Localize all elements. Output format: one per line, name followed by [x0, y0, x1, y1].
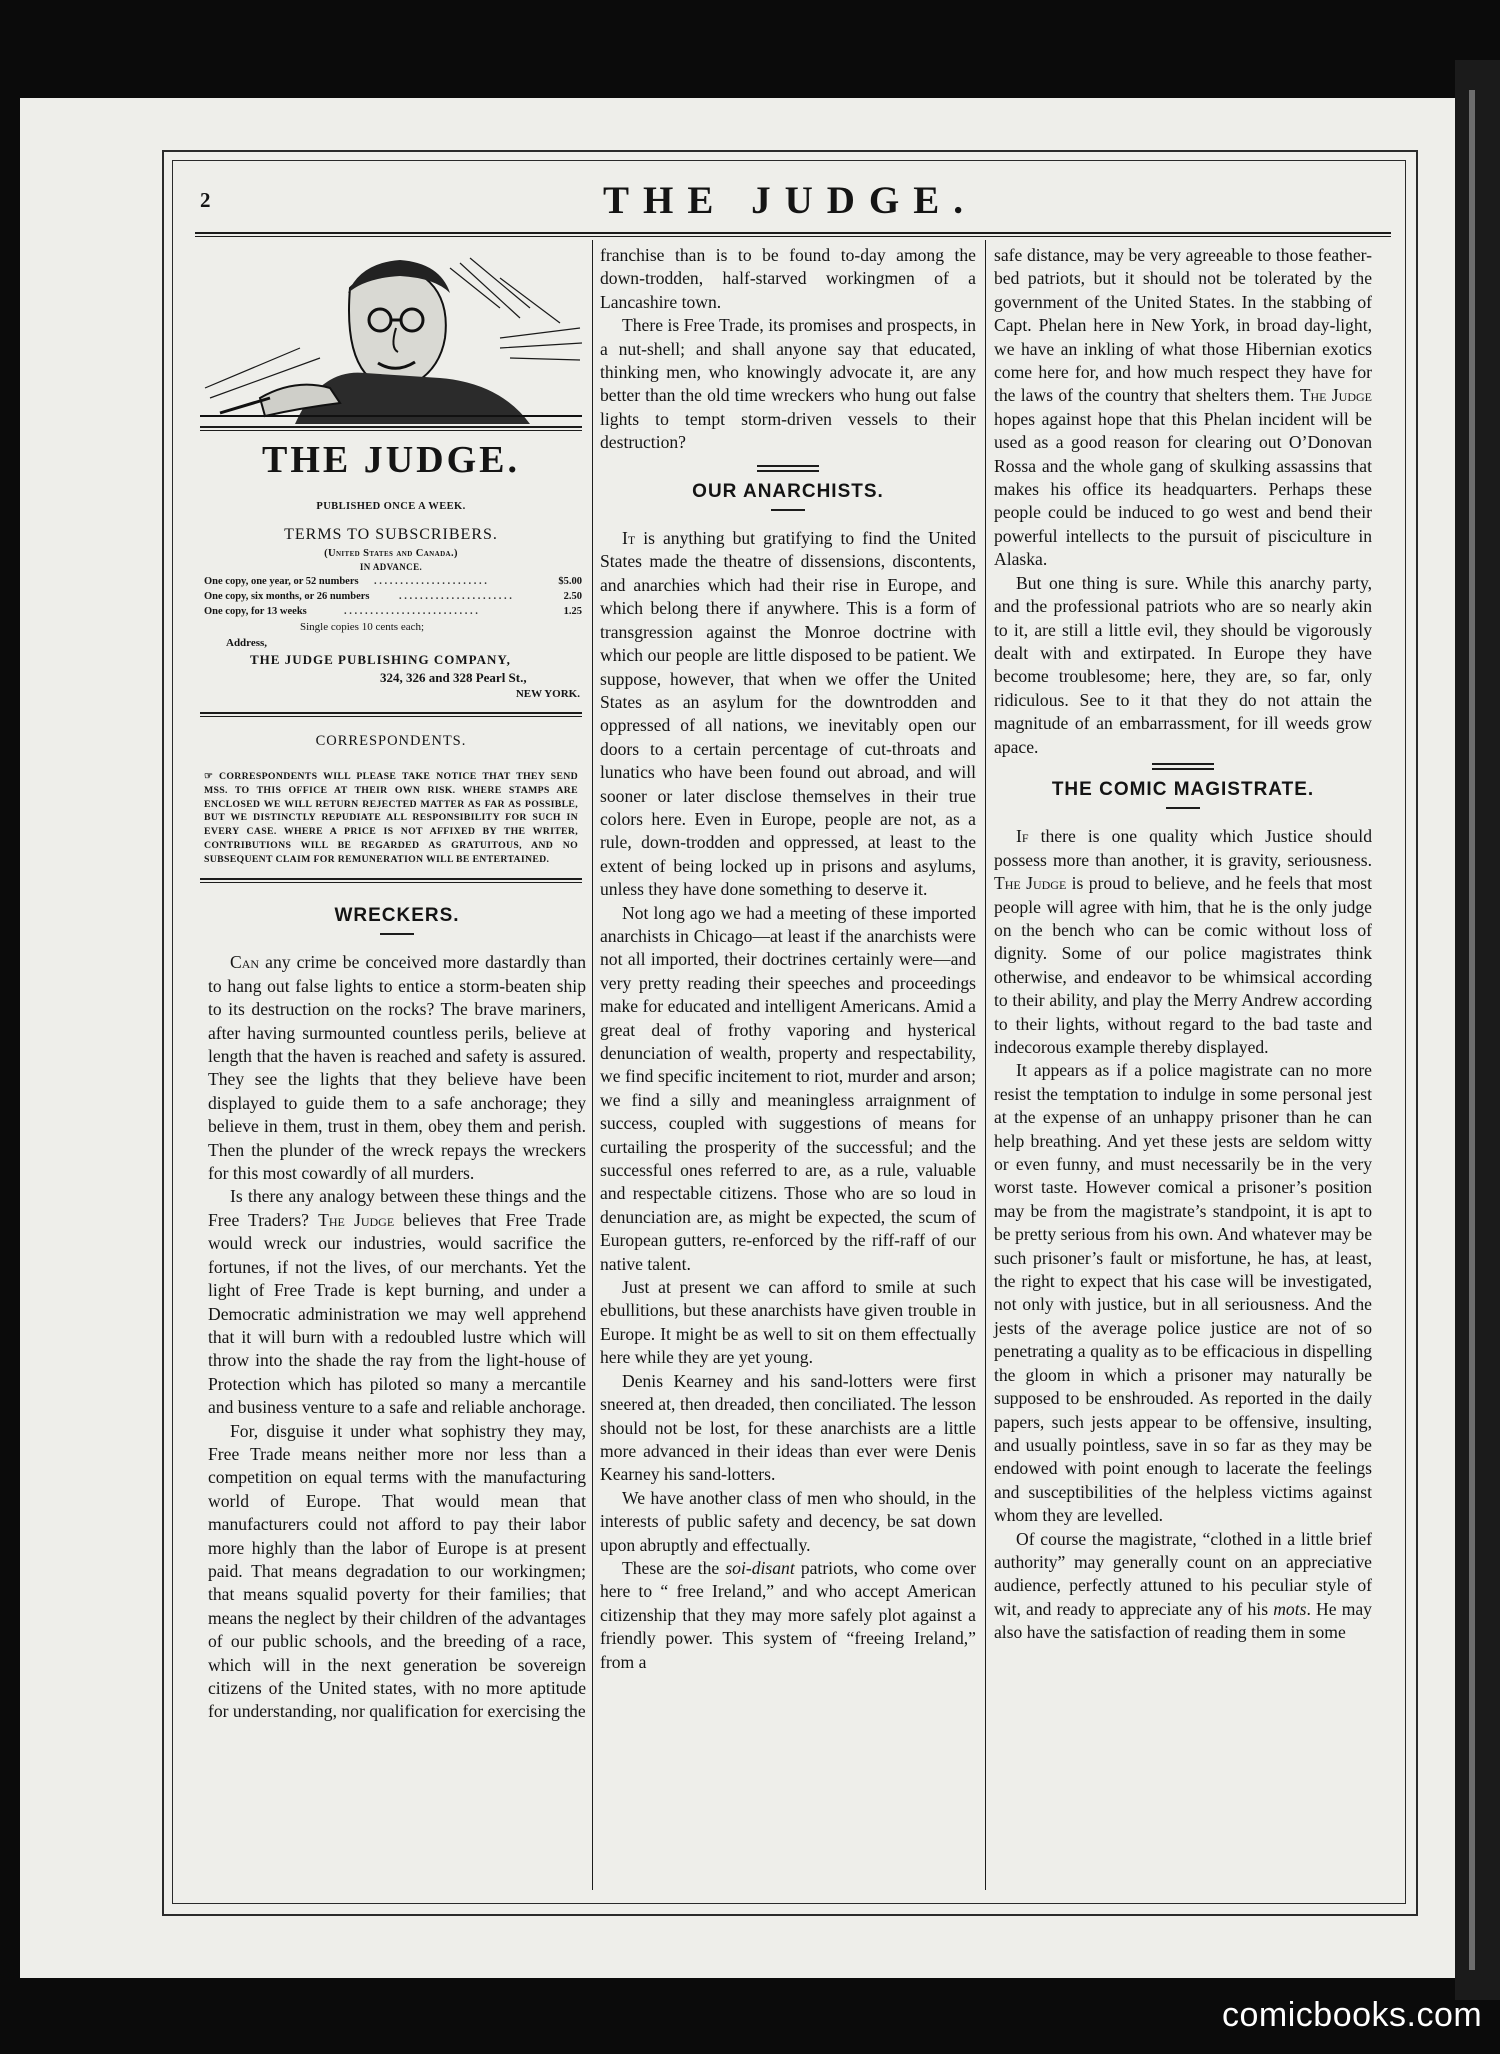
- anarchists-continuation: safe distance, may be very agreeable to those feather-bed patriots, but it should not be tolerated by the government of the United States. In the stabbing of Capt. Phelan here in New York, in broad day-light, we have an inkling of what those Hibernian exotics come here for, and how much respect they have for the laws of the country that shelters them. The Judge hopes against hope that this Phelan incident will be used as a good reason for clearing out O’Donovan Rossa and the whole gang of skulking assassins that makes his office its headquarters. Perhaps these people could be induced to go west and bend their powerful intellects to the pursuit of pisciculture in Alaska.: [994, 245, 1372, 570]
- terms-heading: TERMS TO SUBSCRIBERS.: [284, 526, 498, 543]
- address-label: Address,: [226, 637, 268, 649]
- wreckers-heading: WRECKERS.: [334, 905, 460, 926]
- rate-label: One copy, for 13 weeks: [204, 606, 307, 617]
- publisher-city: NEW YORK.: [515, 688, 580, 700]
- cartoon-base-rule-thin: [200, 430, 582, 431]
- masthead-title: THE JUDGE.: [602, 179, 978, 222]
- column-divider-1: [592, 240, 593, 1890]
- article-separator: [1152, 763, 1214, 770]
- wreckers-article: [208, 898, 586, 1724]
- heading-rule: [771, 509, 805, 511]
- cartoon-base-rule: [200, 426, 582, 428]
- anarchists-paragraph: Just at present we can afford to smile at such ebullitions, but these anarchists have given trouble in Europe. It might be as well to sit on them effectually here while they are yet young.: [600, 1277, 976, 1368]
- anarchists-paragraph: We have another class of men who should, in the interests of public safety and decency, be sat down upon abruptly and effectually.: [600, 1487, 976, 1555]
- heading-rule: [380, 933, 414, 935]
- magistrate-paragraph: If there is one quality which Justice should possess more than another, it is gravity, seriousness. The Judge is proud to believe, and he feels that most people will agree with him, that he is the only judge on the bench who can be comic without loss of dignity. Some of our police magistrates think otherwise, and endeavor to be whimsical according to their ability, and play the Merry Andrew according to their lights, without regard to the bad taste and indecorous example thereby displayed.: [994, 826, 1372, 1057]
- book-spine: [1455, 60, 1500, 2000]
- anarchists-paragraph: Denis Kearney and his sand-lotters were first sneered at, then dreaded, then conciliated. The lesson should not be lost, for these anarchists are a little more advanced in their ideas than ever were Denis Kearney his sand-lotters.: [600, 1370, 976, 1485]
- magistrate-paragraph: It appears as if a police magistrate can no more resist the temptation to indulge in some personal jest at the expense of an unhappy prisoner than he can help breathing. And yet these jests are seldom witty or even funny, and must necessarily be in the very worst taste. However comical a prisoner’s position may be from the magistrate’s standpoint, it is apt to be pretty serious from his own. And whatever may be such prisoner’s fault or misfortune, he has, at least, the right to expect that his case will be investigated, not only with justice, but in all seriousness. And the jests of the average police justice are not of so penetrating a quality as to be efficacious in dispelling the gloom in which a prisoner may naturally be supposed to be enshrouded. As reported in the daily papers, such jests appear to be offensive, insulting, and usually pointless, save in so far as they may be endowed with point enough to lacerate the feelings and susceptibilities of the helpless victims against whom they are levelled.: [994, 1060, 1372, 1526]
- terms-region: (United States and Canada.): [324, 548, 458, 559]
- info-box-title: THE JUDGE.: [261, 439, 521, 481]
- rate-price: $5.00: [558, 576, 582, 587]
- rate-leader: . . . . . . . . . . . . . . . . . . . . . .: [374, 576, 487, 587]
- heading-rule: [1166, 807, 1200, 809]
- rate-label: One copy, six months, or 26 numbers: [204, 591, 370, 602]
- magistrate-paragraph: Of course the magistrate, “clothed in a little brief authority” may generally count on an appreciative audience, perfectly attuned to his peculiar style of wit, and ready to appreciate any of his mots. He may also have the satisfaction of reading them in some: [994, 1528, 1372, 1643]
- anarchists-paragraph: Not long ago we had a meeting of these imported anarchists in Chicago—at least if the anarchists were not all imported, their doctrines certainly were—and very pretty reading their speeches and proceedings make for educated and intelligent Americans. Amid a great deal of frothy vaporing and hysterical denunciation of wealth, property and respectability, we find specific incitement to riot, murder and arson; we find a silly and meaningless arraignment of success, coupled with suggestions of means for curtailing the prosperity of the successful; and the successful ones referred to are, as a rule, valuable and respectable citizens. Those who are so loud in denunciation are, as might be expected, the scum of European gutters, re-enforced by the riff-raff of our native talent.: [600, 902, 976, 1274]
- right-column: [994, 244, 1372, 1645]
- rate-leader: . . . . . . . . . . . . . . . . . . . . . .: [399, 591, 512, 602]
- wreckers-paragraph: For, disguise it under what sophistry they may, Free Trade means neither more nor less than a competition on equal terms with the manufacturing world of Europe. That would mean that manufacturers could not afford to pay their labor more highly than the labor of Europe is at present paid. That means degradation to our workingmen; that means squalid poverty for their families; that means the neglect by their children of the advantages of our public schools, and the breeding of a race, which will in the next generation be sovereign citizens of the United states, with no more aptitude for understanding, nor qualification for exercising the: [208, 1420, 586, 1722]
- judge-cartoon-illustration: [200, 248, 582, 424]
- anarchists-heading: OUR ANARCHISTS.: [692, 480, 884, 502]
- publisher-street: 324, 326 and 328 Pearl St.,: [380, 670, 527, 685]
- in-advance-label: IN ADVANCE.: [359, 562, 423, 572]
- correspondents-top-rule-thin: [200, 716, 582, 717]
- published-frequency: PUBLISHED ONCE A WEEK.: [316, 501, 466, 512]
- rate-label: One copy, one year, or 52 numbers: [204, 576, 359, 587]
- rate-price: 1.25: [563, 606, 582, 617]
- header-rule-thin: [195, 236, 1391, 237]
- wreckers-continuation: franchise than is to be found to-day among the down-trodden, half-starved workingmen of a Lancashire town.: [600, 245, 976, 312]
- wreckers-paragraph: Can any crime be conceived more dastardly than to hang out false lights to entice a storm-beaten ship to its destruction on the rocks? The brave mariners, after having surmounted countless perils, believe at length that the haven is reached and safety is assured. They see the lights that they believe have been displayed to guide them to a safe anchorage; they believe in them, trust in them, obey them and perish. Then the plunder of the wreck repays the wreckers for this most cowardly of all murders.: [208, 952, 586, 1184]
- anarchists-paragraph: It is anything but gratifying to find the United States made the theatre of dissensions, discontents, and anarchies which had their rise in Europe, and which belong there if anywhere. This is a form of transgression against the Monroe doctrine with which our people are little disposed to be patient. We suppose, however, that when we offer the United States as an asylum for the downtrodden and oppressed of all nations, we inevitably open our doors to a certain percentage of cut-throats and lunatics who have been found out abroad, and will sooner or later disclose themselves in their true colors here. Even in Europe, people are not, as a rule, down-trodden and oppressed, at least to the extent of being locked up in prisons and asylums, unless they have done something to deserve it.: [600, 528, 976, 900]
- rate-price: 2.50: [563, 591, 582, 602]
- single-copies-note: Single copies 10 cents each;: [300, 621, 425, 633]
- wreckers-paragraph: Is there any analogy between these things and the Free Traders? The Judge believes that Free Trade would wreck our industries, would sacrifice the fortunes, if not the lives, of our merchants. Yet the light of Free Trade is kept burning, and under a Democratic administration we may well apprehend that it will burn with a redoubled lustre which will throw into the shade the ray from the light-house of Protection which has piloted so many a mercantile and business venture to a safe and reliable anchorage.: [208, 1186, 586, 1418]
- column-divider-2: [985, 240, 986, 1890]
- anarchists-paragraph: These are the soi-disant patriots, who come over here to “ free Ireland,” and who accept American citizenship that they may more safely plot against a friendly power. This system of “freeing Ireland,” from a: [600, 1557, 976, 1672]
- correspondents-heading: CORRESPONDENTS.: [315, 733, 467, 749]
- rate-leader: . . . . . . . . . . . . . . . . . . . . . . . . . .: [344, 606, 478, 617]
- magistrate-heading: THE COMIC MAGISTRATE.: [1051, 778, 1315, 800]
- publisher-company: THE JUDGE PUBLISHING COMPANY,: [250, 652, 511, 667]
- free-trade-paragraph: There is Free Trade, its promises and prospects, in a nut-shell; and shall anyone say that educated, thinking men, who knowingly advocate it, are any better than the old time wreckers who hung out false lights to tempt storm-driven vessels to their destruction?: [600, 315, 976, 453]
- correspondents-top-rule: [200, 712, 582, 714]
- correspondents-bottom-rule: [200, 878, 582, 880]
- header-rule: [195, 232, 1391, 234]
- correspondents-bottom-rule-thin: [200, 882, 582, 883]
- anarchists-paragraph: But one thing is sure. While this anarchy party, and the professional patriots who are so nearly akin to it, are still a little evil, they should be vigorously dealt with and extirpated. In Europe they have become troublesome; here, they are, so far, only ridiculous. See to it that they do not attain the magnitude of an embarrassment, for ill weeds grow apace.: [994, 572, 1372, 757]
- middle-column: [600, 244, 976, 1674]
- site-watermark: comicbooks.com: [1222, 1996, 1483, 2034]
- page-number: 2: [200, 188, 211, 212]
- article-separator: [757, 465, 819, 472]
- correspondents-notice: ☞ CORRESPONDENTS WILL PLEASE TAKE NOTICE THAT THEY SEND MSS. TO THIS OFFICE AT THEIR OWN RISK. WHERE STAMPS ARE ENCLOSED WE WILL RETURN REJECTED MATTER AS FAR AS POSSIBLE, BUT WE DISTINCTLY REPUDIATE ALL RESPONSIBILITY FOR SUCH IN EVERY CASE. WHERE A PRICE IS NOT AFFIXED BY THE WRITER, CONTRIBUTIONS WILL BE REGARDED AS GRATUITOUS, AND NO SUBSEQUENT CLAIM FOR REMUNERATION WILL BE ENTERTAINED.: [204, 771, 578, 865]
